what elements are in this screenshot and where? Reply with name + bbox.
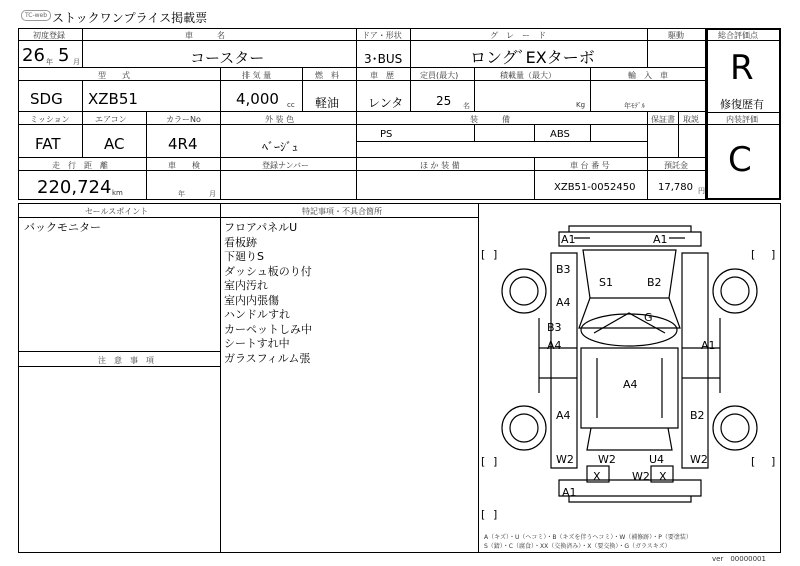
list-item: バックモニター: [24, 221, 101, 234]
label-chassis: 車 台 番 号: [570, 161, 610, 170]
label-load: 積載量（最大）: [500, 71, 556, 80]
recycle: 17,780: [658, 182, 693, 193]
label-model: 型 式: [98, 71, 130, 80]
mission: FAT: [35, 135, 61, 153]
unit-inspection-month: 月: [209, 190, 216, 198]
svg-text:]: ]: [771, 248, 776, 261]
bracket-bottom: [: [481, 508, 486, 521]
page-title: ストックワンプライス掲載票: [52, 11, 208, 25]
wheel-rear-right: [713, 406, 757, 450]
damage-mark: B2: [647, 276, 662, 289]
label-import: 輸 入 車: [628, 71, 668, 80]
label-mileage: 走 行 距 離: [52, 161, 108, 170]
list-item: カーペットしみ中: [224, 322, 312, 336]
damage-mark: W2: [690, 453, 708, 466]
label-history: 車 歴: [370, 71, 394, 80]
damage-mark: A1: [561, 233, 576, 246]
damage-mark: G: [644, 311, 653, 324]
wheel-front-left: [502, 269, 546, 313]
sales-point-list: [24, 221, 101, 236]
rear-window: [587, 428, 672, 450]
equip-abs: ABS: [550, 129, 570, 140]
label-recycle: 預託金: [664, 161, 688, 170]
label-aircon: エアコン: [95, 115, 127, 124]
color-no: 4R4: [168, 135, 198, 153]
damage-marks: [547, 233, 716, 499]
overall-note: 修復歴有: [720, 98, 764, 111]
label-displacement: 排 気 量: [242, 71, 272, 80]
damage-mark: A4: [556, 296, 571, 309]
label-overall: 総合評価点: [718, 31, 758, 40]
unit-month: 月: [73, 58, 80, 66]
label-equipment: 装 備: [470, 115, 510, 124]
unit-inspection-year: 年: [178, 190, 185, 198]
label-manual: 取説: [683, 115, 699, 124]
wheel-front-right: [713, 269, 757, 313]
overall-grade: R: [730, 48, 754, 88]
reg-year: 26: [22, 45, 45, 66]
unit-yen: 円: [698, 187, 705, 195]
fuel: 軽油: [315, 96, 340, 110]
car-damage-diagram: [479, 218, 780, 532]
label-car-name: 車 名: [185, 31, 225, 40]
damage-mark: X: [593, 470, 601, 483]
damage-mark: A1: [653, 233, 668, 246]
exterior-color: ﾍﾞｰｼﾞｭ: [262, 140, 299, 154]
wheel-rear-left: [502, 406, 546, 450]
damage-mark: W2: [556, 453, 574, 466]
model-code: XZB51: [88, 90, 138, 108]
bracket-front-right: [: [751, 248, 756, 261]
grade: ロングﾞEXターボ: [470, 48, 595, 67]
damage-mark: W2: [632, 470, 650, 483]
windshield: [583, 250, 676, 298]
unit-persons: 名: [463, 102, 470, 110]
door-form: 3･BUS: [364, 52, 403, 66]
equip-ps: PS: [380, 129, 393, 140]
header-logo: TC-web: [21, 10, 51, 21]
label-notes: 特記事項・不具合箇所: [302, 207, 382, 216]
list-item: 室内内張傷: [224, 293, 279, 307]
label-color-no: カラーNo: [166, 115, 201, 124]
bracket-front-left: [: [481, 248, 486, 261]
label-sales-point: セールスポイント: [85, 207, 149, 216]
label-inspection: 車 検: [168, 161, 200, 170]
svg-text:]: ]: [493, 248, 498, 261]
list-item: ガラスフィルム張: [224, 351, 311, 365]
list-item: ハンドルすれ: [224, 308, 290, 321]
list-item: 下廻りS: [224, 250, 264, 263]
label-plate: 登録ナンバー: [262, 161, 310, 170]
interior-grade: C: [728, 140, 752, 180]
svg-text:]: ]: [771, 455, 776, 468]
damage-mark: W2: [598, 453, 616, 466]
body-right-side: [682, 253, 708, 468]
unit-cc: cc: [287, 101, 295, 109]
damage-mark: A1: [562, 486, 577, 499]
label-warranty: 保証書: [651, 115, 675, 124]
damage-mark: X: [659, 470, 667, 483]
label-exterior: 外 装 色: [265, 115, 295, 124]
list-item: 室内汚れ: [224, 279, 268, 292]
aircon: AC: [104, 135, 125, 153]
list-item: ダッシュ板のり付: [224, 264, 312, 278]
list-item: シートすれ中: [224, 337, 290, 350]
label-capacity: 定員(最大): [420, 71, 459, 80]
front-bumper: [559, 226, 701, 246]
reg-month: 5: [58, 45, 70, 66]
label-grade: グ レ ー ド: [490, 31, 546, 40]
damage-mark: U4: [649, 453, 665, 466]
label-other-equip: ほ か 装 備: [420, 161, 460, 170]
unit-km: km: [112, 189, 123, 197]
unit-year: 年: [46, 58, 53, 66]
rear-bumper: [559, 480, 701, 502]
capacity: 25: [436, 94, 452, 108]
label-drive: 駆動: [668, 31, 684, 40]
damage-mark: B3: [556, 263, 571, 276]
list-item: 看板跡: [224, 235, 257, 249]
unit-kg: Kg: [576, 101, 586, 109]
unit-model-year: 年ﾓﾃﾞﾙ: [624, 102, 645, 110]
version-label: ver 00000001: [712, 555, 766, 563]
legend-line-2: S（錆）・C（腐食）・XX（交換済み）・X（要交換）・G（ガラスキズ）: [484, 543, 671, 550]
notes-list: [224, 221, 312, 366]
bracket-rear-left: [: [481, 455, 486, 468]
model-abbr: SDG: [30, 90, 63, 108]
label-mission: ミッション: [30, 115, 70, 124]
damage-mark: A4: [556, 409, 571, 422]
label-first-reg: 初度登録: [33, 31, 65, 40]
label-fuel: 燃 料: [315, 71, 339, 80]
displacement: 4,000: [236, 90, 279, 108]
label-door-form: ドア・形状: [362, 31, 402, 40]
list-item: フロアパネルU: [224, 221, 298, 234]
damage-mark: B2: [690, 409, 705, 422]
damage-mark: A1: [701, 339, 716, 352]
damage-mark: S1: [599, 276, 613, 289]
mileage: 220,724: [37, 177, 112, 198]
legend-line-1: A（キズ）・U（ヘコミ）・B（キズを伴うヘコミ）・W（補修跡）・P（要塗装）: [484, 534, 692, 541]
damage-mark: A4: [623, 378, 638, 391]
damage-mark: A4: [547, 339, 562, 352]
chassis-no: XZB51-0052450: [554, 182, 636, 193]
damage-mark: B3: [547, 321, 562, 334]
history: レンタ: [368, 96, 404, 110]
label-caution: 注 意 事 項: [98, 356, 154, 365]
body-left-side: [551, 253, 577, 468]
label-interior: 内装評価: [726, 115, 758, 124]
bracket-rear-right: [: [751, 455, 756, 468]
svg-text:]: ]: [493, 455, 498, 468]
svg-text:]: ]: [493, 508, 498, 521]
car-name: コースター: [190, 49, 265, 67]
